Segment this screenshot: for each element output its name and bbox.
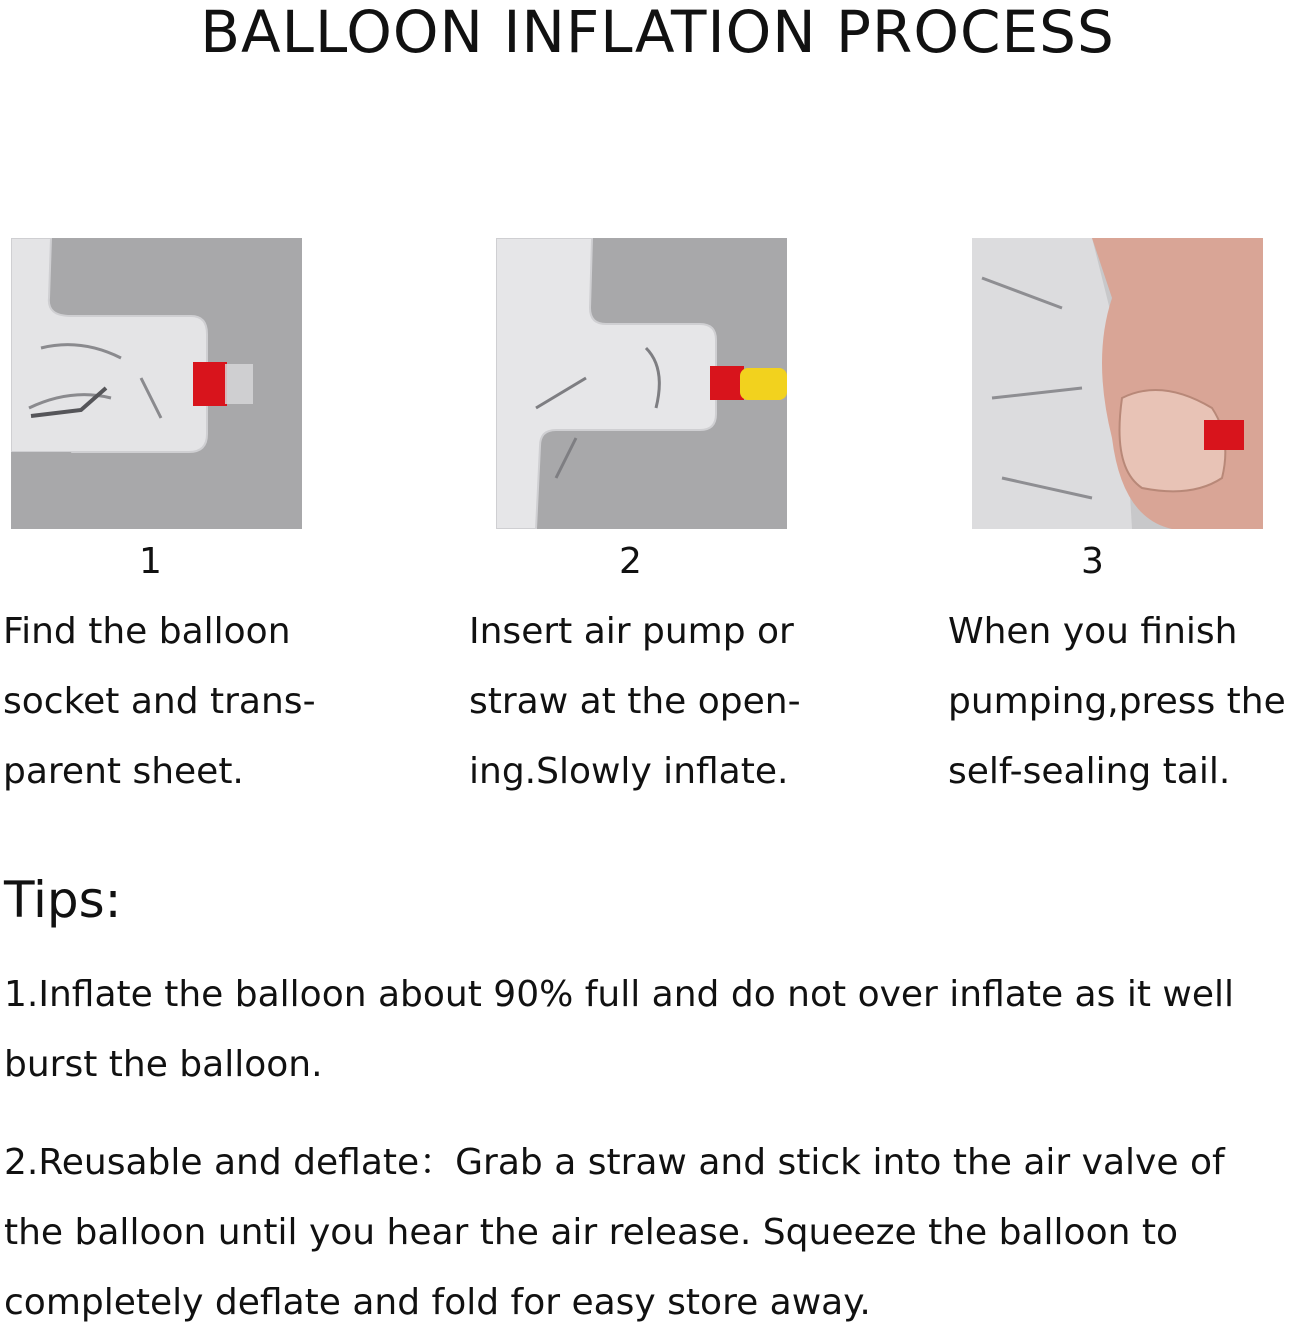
- step-1-line-1: Find the balloon: [3, 611, 291, 652]
- step-1-line-3: parent sheet.: [3, 751, 244, 792]
- press-seal-illustration: [972, 238, 1263, 529]
- step-2-photo: [496, 238, 787, 529]
- tip-2-line-1: 2.Reusable and deflate：Grab a straw and stick into the air valve of: [4, 1142, 1225, 1183]
- step-3-photo: [972, 238, 1263, 529]
- step-3-line-2: pumping,press the: [948, 681, 1286, 722]
- step-3-line-1: When you finish: [948, 611, 1238, 652]
- tip-2-line-3: completely deflate and fold for easy store away.: [4, 1282, 871, 1323]
- straw-insert-illustration: [496, 238, 787, 529]
- step-2-line-1: Insert air pump or: [469, 611, 794, 652]
- balloon-socket-illustration: [11, 238, 302, 529]
- tip-2-line-2: the balloon until you hear the air release. Squeeze the balloon to: [4, 1212, 1178, 1253]
- tip-1-line-1: 1.Inflate the balloon about 90% full and do not over inflate as it well: [4, 974, 1234, 1015]
- tips-heading: Tips:: [4, 871, 122, 929]
- tip-1-line-2: burst the balloon.: [4, 1044, 323, 1085]
- step-1-line-2: socket and trans-: [3, 681, 316, 722]
- step-2-number: 2: [619, 541, 642, 582]
- step-3-number: 3: [1081, 541, 1104, 582]
- step-3-description: [948, 597, 1286, 807]
- step-2-line-2: straw at the open-: [469, 681, 801, 722]
- tip-2: [4, 1128, 1225, 1338]
- step-3-line-3: self-sealing tail.: [948, 751, 1231, 792]
- step-2-line-3: ing.Slowly inflate.: [469, 751, 789, 792]
- step-1-number: 1: [139, 541, 162, 582]
- tip-1: [4, 960, 1234, 1100]
- step-1-description: [3, 597, 316, 807]
- page-title: BALLOON INFLATION PROCESS: [200, 0, 1115, 66]
- step-2-description: [469, 597, 801, 807]
- step-1-photo: [11, 238, 302, 529]
